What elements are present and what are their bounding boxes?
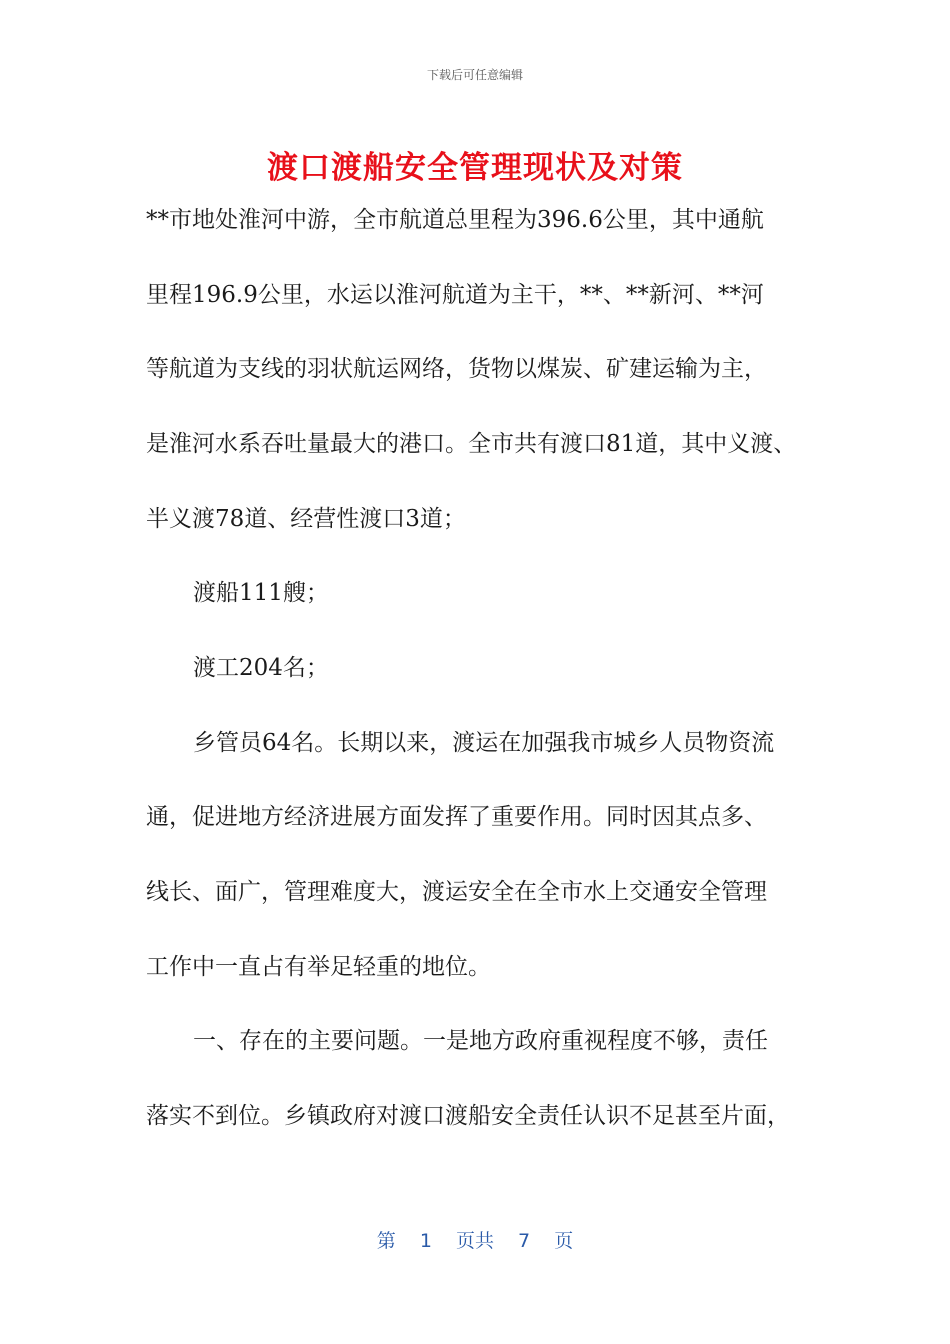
body-line: 线长、面广，管理难度大，渡运安全在全市水上交通安全管理	[146, 879, 767, 905]
page-footer	[0, 1226, 950, 1253]
footer-suffix: 页	[554, 1230, 574, 1252]
document-title: 渡口渡船安全管理现状及对策	[267, 150, 683, 186]
footer-page-number: 1	[419, 1230, 432, 1252]
footer-middle: 页共	[455, 1230, 494, 1252]
page-header: 下载后可任意编辑	[426, 68, 523, 82]
body-line: 是淮河水系吞吐量最大的港口。全市共有渡口81道，其中义渡、	[146, 431, 797, 457]
body-line: 落实不到位。乡镇政府对渡口渡船安全责任认识不足甚至片面，	[146, 1103, 790, 1129]
footer-prefix: 第	[376, 1230, 396, 1252]
body-line: 通，促进地方经济进展方面发挥了重要作用。同时因其点多、	[146, 804, 767, 830]
body-line: 一、存在的主要问题。一是地方政府重视程度不够，责任	[193, 1028, 768, 1054]
footer-total-pages: 7	[518, 1230, 531, 1252]
body-line: 工作中一直占有举足轻重的地位。	[146, 954, 491, 980]
body-line: 渡船111艘；	[193, 580, 329, 606]
body-line: 乡管员64名。长期以来，渡运在加强我市城乡人员物资流	[193, 730, 775, 756]
body-line: 等航道为支线的羽状航运网络，货物以煤炭、矿建运输为主，	[146, 356, 767, 382]
body-line: 里程196.9公里，水运以淮河航道为主干，**、**新河、**河	[146, 282, 764, 308]
body-line: 半义渡78道、经营性渡口3道；	[146, 506, 466, 532]
body-line: **市地处淮河中游，全市航道总里程为396.6公里，其中通航	[146, 207, 764, 233]
body-line: 渡工204名；	[193, 655, 329, 681]
